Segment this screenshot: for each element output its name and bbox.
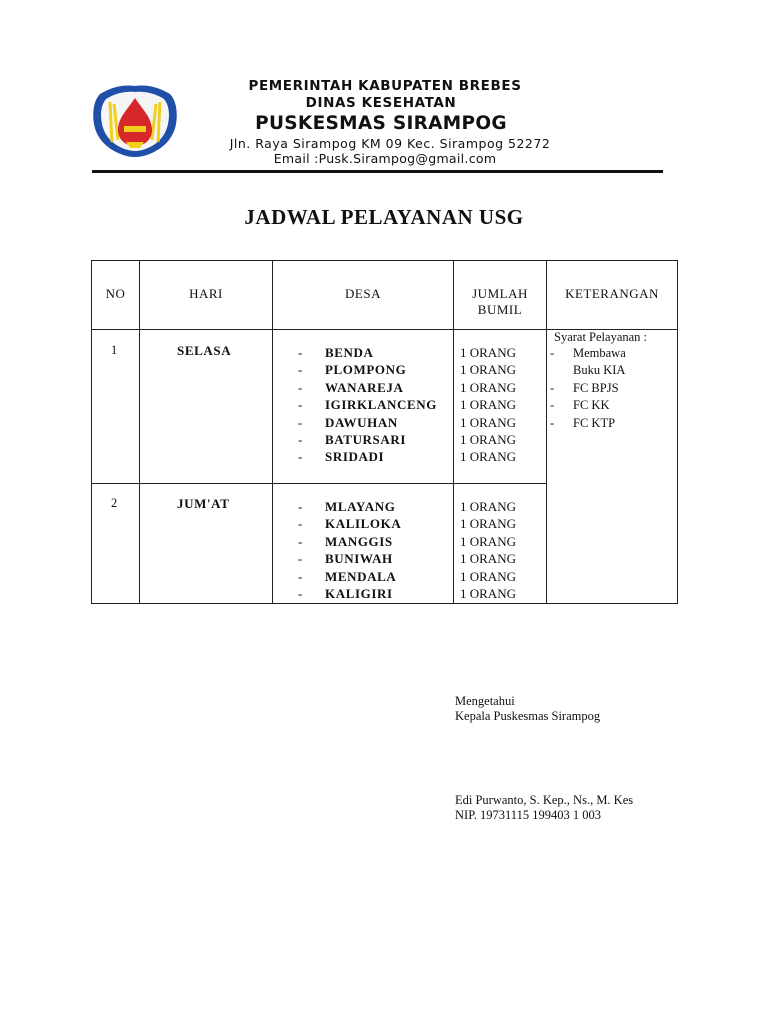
list-dash: - (298, 533, 303, 549)
agency-name: DINAS KESEHATAN (305, 95, 457, 111)
mother-count: 1 ORANG (460, 533, 516, 549)
approval-label: Mengetahui (455, 694, 515, 708)
village-row (298, 431, 458, 448)
column-divider (272, 261, 273, 603)
header-jumlah-bumil (454, 286, 546, 318)
village-row (298, 448, 458, 465)
list-dash: - (298, 431, 303, 447)
requirement-item (549, 345, 677, 380)
row-day: SELASA (177, 343, 232, 358)
village-row (298, 515, 458, 532)
mother-count: 1 ORANG (460, 362, 516, 378)
village-row (298, 414, 458, 431)
regency-emblem-icon (90, 82, 180, 158)
village-row (298, 361, 458, 378)
village-row (298, 344, 458, 361)
village-list (298, 498, 458, 602)
header-jumlah-line: JUMLAH (472, 286, 528, 301)
government-name: PEMERINTAH KABUPATEN BREBES (248, 78, 522, 94)
mother-count: 1 ORANG (460, 499, 516, 514)
mother-count: 1 ORANG (460, 345, 516, 360)
requirement-text: FC KTP (573, 415, 616, 430)
row-day: JUM'AT (177, 496, 230, 511)
letterhead (190, 78, 580, 167)
village-row (298, 533, 458, 550)
village-name: BENDA (325, 345, 374, 360)
village-name: SRIDADI (325, 449, 385, 465)
list-dash: - (298, 585, 303, 601)
document-title: JADWAL PELAYANAN USG (244, 205, 524, 229)
village-row (298, 585, 458, 602)
village-name: KALILOKA (325, 516, 402, 532)
list-dash: - (550, 346, 555, 360)
approval-block (455, 694, 600, 724)
village-name: BUNIWAH (325, 551, 393, 567)
letterhead-divider (92, 170, 663, 173)
requirement-item (549, 380, 677, 397)
signatory-name: Edi Purwanto, S. Kep., Ns., M. Kes (455, 793, 634, 807)
requirement-text: FC BPJS (573, 380, 619, 395)
requirement-text: FC KK (573, 398, 610, 413)
village-row (298, 498, 458, 515)
requirement-text: Buku KIA (573, 363, 626, 378)
mother-count: 1 ORANG (460, 551, 516, 567)
header-hari: HARI (189, 286, 223, 301)
requirement-item (549, 397, 677, 414)
signatory-nip: NIP. 19731115 199403 1 003 (455, 808, 601, 822)
list-dash: - (298, 449, 303, 465)
list-dash: - (298, 345, 303, 360)
row-number: 1 (111, 343, 118, 357)
village-name: PLOMPONG (325, 362, 407, 378)
village-list (298, 344, 458, 466)
list-dash: - (298, 516, 303, 532)
village-row (298, 396, 458, 413)
village-name: MLAYANG (325, 499, 396, 514)
header-no: NO (105, 286, 126, 301)
village-row (298, 568, 458, 585)
mother-count: 1 ORANG (460, 397, 516, 413)
mother-count: 1 ORANG (460, 414, 516, 430)
list-dash: - (550, 380, 555, 395)
mother-count: 1 ORANG (460, 449, 516, 465)
clinic-email: Email :Pusk.Sirampog@gmail.com (273, 151, 497, 166)
row-divider (92, 483, 546, 484)
list-dash: - (298, 568, 303, 584)
count-list (460, 344, 545, 466)
list-dash: - (298, 362, 303, 378)
mother-count: 1 ORANG (460, 585, 516, 601)
village-name: KALIGIRI (325, 585, 393, 601)
header-keterangan: KETERANGAN (565, 286, 659, 301)
list-dash: - (298, 414, 303, 430)
approver-title: Kepala Puskesmas Sirampog (455, 709, 601, 723)
requirement-item (549, 415, 677, 432)
clinic-address: Jln. Raya Sirampog KM 09 Kec. Sirampog 52272 (229, 136, 551, 151)
header-desa: DESA (345, 286, 381, 301)
column-divider (546, 261, 547, 603)
list-dash: - (298, 379, 303, 395)
list-dash: - (550, 398, 555, 413)
village-name: MANGGIS (325, 533, 393, 549)
header-bumil-line: BUMIL (477, 302, 523, 317)
count-list (460, 498, 545, 602)
village-row (298, 379, 458, 396)
village-name: IGIRKLANCENG (325, 397, 437, 413)
service-requirements (549, 329, 677, 432)
signatory-block (455, 793, 633, 823)
list-dash: - (298, 499, 303, 514)
mother-count: 1 ORANG (460, 568, 516, 584)
village-row (298, 550, 458, 567)
clinic-name: PUSKESMAS SIRAMPOG (255, 113, 507, 134)
mother-count: 1 ORANG (460, 516, 516, 532)
mother-count: 1 ORANG (460, 379, 516, 395)
column-divider (139, 261, 140, 603)
village-name: BATURSARI (325, 431, 407, 447)
village-name: WANAREJA (325, 379, 404, 395)
village-name: DAWUHAN (325, 414, 398, 430)
village-name: MENDALA (325, 568, 397, 584)
list-dash: - (298, 397, 303, 413)
requirement-text: Membawa (573, 346, 626, 360)
row-number: 2 (111, 496, 118, 510)
list-dash: - (298, 551, 303, 567)
requirements-title: Syarat Pelayanan : (554, 330, 648, 344)
list-dash: - (550, 415, 555, 430)
mother-count: 1 ORANG (460, 431, 516, 447)
